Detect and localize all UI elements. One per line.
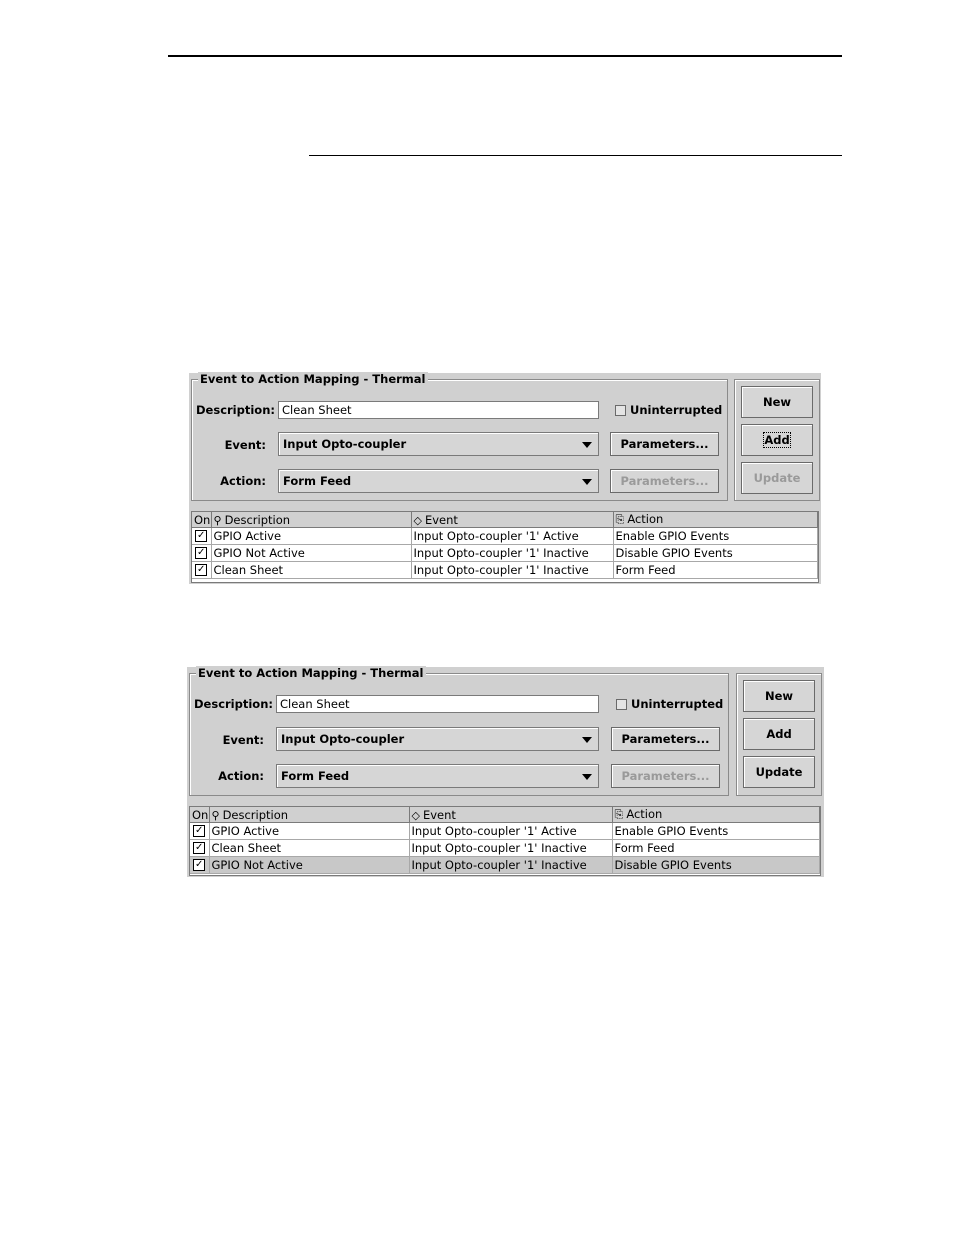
column-header-action[interactable]: [612, 807, 820, 823]
action-select[interactable]: [276, 764, 599, 788]
mapping-group: [189, 666, 729, 796]
table-header: [192, 512, 818, 528]
page-top-rule: [168, 55, 842, 57]
action-parameters-button[interactable]: Parameters...: [611, 764, 720, 788]
action-select-value: Form Feed: [283, 474, 352, 488]
section-rule: [309, 155, 842, 156]
checkmark-icon[interactable]: ✓: [197, 530, 206, 541]
column-header-action-label: Action: [626, 807, 663, 822]
column-header-on-label: On: [194, 512, 211, 527]
row-action: Disable GPIO Events: [613, 545, 818, 562]
row-on-cell[interactable]: [192, 562, 211, 579]
row-event: Input Opto-coupler '1' Inactive: [411, 545, 613, 562]
column-header-description[interactable]: [211, 512, 411, 528]
table-row[interactable]: [190, 840, 820, 857]
row-event: Input Opto-coupler '1' Active: [409, 823, 612, 840]
row-event: Input Opto-coupler '1' Inactive: [411, 562, 613, 579]
row-description: Clean Sheet: [209, 840, 409, 857]
row-description: GPIO Not Active: [211, 545, 411, 562]
mapping-group: [191, 372, 728, 501]
checkmark-icon[interactable]: ✓: [197, 564, 206, 575]
screenshot-2: [187, 667, 824, 877]
diamond-icon: ◇: [411, 808, 420, 822]
row-action: Form Feed: [613, 562, 818, 579]
event-label: Event:: [224, 438, 266, 452]
new-button[interactable]: New: [743, 680, 815, 712]
row-on-cell[interactable]: [192, 528, 211, 545]
uninterrupted-label: Uninterrupted: [630, 403, 723, 417]
action-label: Action:: [220, 474, 266, 488]
table-row[interactable]: [190, 823, 820, 840]
table-row[interactable]: [192, 528, 818, 545]
row-description: Clean Sheet: [211, 562, 411, 579]
button-panel: [734, 379, 820, 501]
chevron-down-icon: [582, 737, 592, 743]
action-icon: ⎘: [615, 512, 625, 526]
description-label: Description:: [194, 697, 273, 711]
table-header: [190, 807, 820, 823]
table-row[interactable]: [192, 562, 818, 579]
chevron-down-icon: [582, 774, 592, 780]
update-button[interactable]: Update: [743, 756, 815, 788]
checkmark-icon[interactable]: ✓: [195, 859, 204, 870]
column-header-description-label: Description: [224, 512, 291, 527]
column-header-action[interactable]: [613, 512, 818, 528]
row-event: Input Opto-coupler '1' Active: [411, 528, 613, 545]
row-on-cell[interactable]: [190, 840, 209, 857]
table-row-selected[interactable]: [190, 857, 820, 874]
mapping-table: [189, 806, 821, 876]
mapping-table: [191, 511, 819, 583]
description-input[interactable]: Clean Sheet: [276, 695, 599, 713]
column-header-event[interactable]: [411, 512, 613, 528]
uninterrupted-checkbox[interactable]: [616, 699, 627, 710]
column-header-on-label: On: [192, 807, 209, 822]
row-event: Input Opto-coupler '1' Inactive: [409, 840, 612, 857]
row-description: GPIO Active: [209, 823, 409, 840]
description-label: Description:: [196, 403, 275, 417]
diamond-icon: ◇: [413, 513, 422, 527]
event-select[interactable]: [278, 432, 599, 456]
row-action: Enable GPIO Events: [612, 823, 820, 840]
screenshot-1: [189, 373, 821, 584]
action-select-value: Form Feed: [281, 769, 350, 783]
checkmark-icon[interactable]: ✓: [195, 842, 204, 853]
action-parameters-button[interactable]: Parameters...: [610, 469, 719, 493]
row-action: Enable GPIO Events: [613, 528, 818, 545]
row-action: Form Feed: [612, 840, 820, 857]
add-button-label: Add: [764, 433, 790, 447]
action-label: Action:: [218, 769, 264, 783]
button-panel: [736, 673, 822, 796]
checkmark-icon[interactable]: ✓: [197, 547, 206, 558]
column-header-description[interactable]: [209, 807, 409, 823]
column-header-on[interactable]: [192, 512, 211, 528]
event-parameters-button[interactable]: Parameters...: [611, 727, 720, 751]
new-button[interactable]: New: [741, 386, 813, 418]
description-input[interactable]: Clean Sheet: [278, 401, 599, 419]
event-label: Event:: [222, 733, 264, 747]
column-header-event-label: Event: [422, 807, 456, 822]
tag-icon: ⚲: [211, 808, 220, 822]
row-description: GPIO Active: [211, 528, 411, 545]
action-icon: ⎘: [614, 807, 624, 821]
row-on-cell[interactable]: [190, 857, 209, 874]
update-button[interactable]: Update: [741, 462, 813, 494]
event-select[interactable]: [276, 727, 599, 751]
event-select-value: Input Opto-coupler: [281, 732, 405, 746]
group-title: Event to Action Mapping - Thermal: [198, 666, 424, 680]
row-description: GPIO Not Active: [209, 857, 409, 874]
row-on-cell[interactable]: [190, 823, 209, 840]
action-select[interactable]: [278, 469, 599, 493]
group-title: Event to Action Mapping - Thermal: [200, 372, 426, 386]
row-action: Disable GPIO Events: [612, 857, 820, 874]
tag-icon: ⚲: [213, 513, 222, 527]
table-row[interactable]: [192, 545, 818, 562]
add-button[interactable]: Add: [743, 718, 815, 750]
column-header-action-label: Action: [627, 512, 664, 527]
column-header-description-label: Description: [222, 807, 289, 822]
column-header-event[interactable]: [409, 807, 612, 823]
row-event: Input Opto-coupler '1' Inactive: [409, 857, 612, 874]
checkmark-icon[interactable]: ✓: [195, 825, 204, 836]
row-on-cell[interactable]: [192, 545, 211, 562]
chevron-down-icon: [582, 442, 592, 448]
add-button[interactable]: [741, 424, 813, 456]
event-parameters-button[interactable]: Parameters...: [610, 432, 719, 456]
uninterrupted-label: Uninterrupted: [631, 697, 724, 711]
column-header-event-label: Event: [424, 512, 458, 527]
column-header-on[interactable]: [190, 807, 209, 823]
event-select-value: Input Opto-coupler: [283, 437, 407, 451]
uninterrupted-checkbox[interactable]: [615, 405, 626, 416]
chevron-down-icon: [582, 479, 592, 485]
